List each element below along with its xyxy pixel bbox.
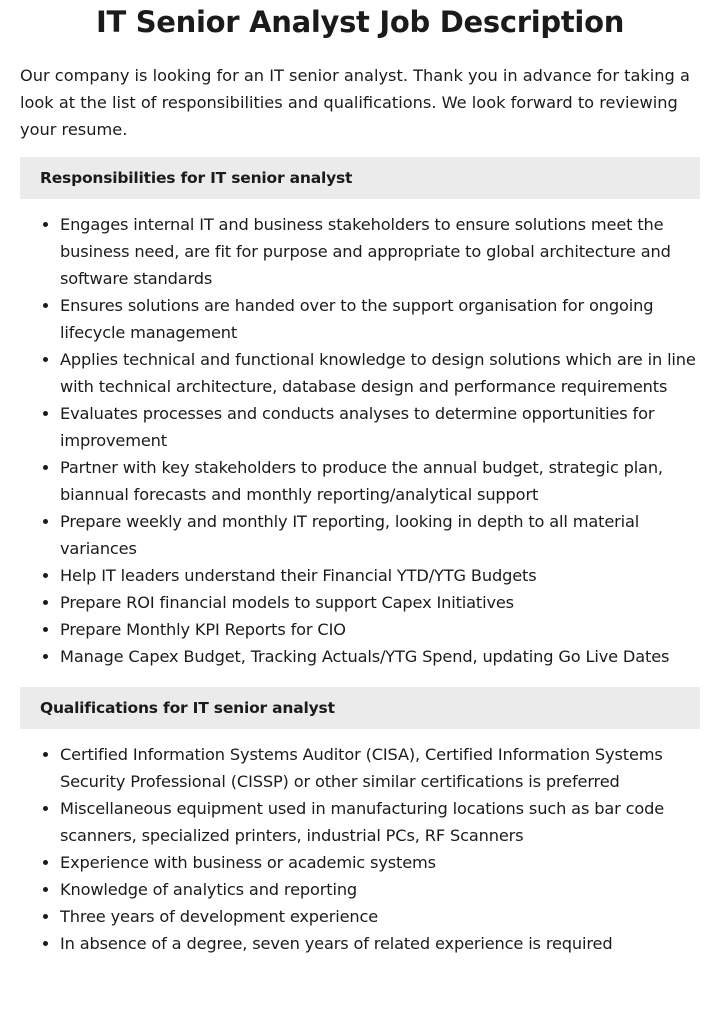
qualifications-header: Qualifications for IT senior analyst: [20, 687, 700, 729]
list-item: • Three years of development experience: [60, 903, 700, 930]
responsibilities-list: [20, 211, 700, 670]
list-item: • Prepare Monthly KPI Reports for CIO: [60, 616, 700, 643]
qualifications-list: [20, 741, 700, 957]
page-title: IT Senior Analyst Job Description: [95, 5, 625, 39]
list-item: • Engages internal IT and business stakeholders to ensure solutions meet the business need, are fit for purpose and appropriate to global architecture and software standards: [60, 211, 700, 292]
list-item: • Certified Information Systems Auditor (CISA), Certified Information Systems Security Professional (CISSP) or other similar certifications is preferred: [60, 741, 700, 795]
list-item: • Partner with key stakeholders to produce the annual budget, strategic plan, biannual forecasts and monthly reporting/analytical support: [60, 454, 700, 508]
list-item: • Prepare ROI financial models to support Capex Initiatives: [60, 589, 700, 616]
list-item: • Evaluates processes and conducts analyses to determine opportunities for improvement: [60, 400, 700, 454]
list-item: • Prepare weekly and monthly IT reporting, looking in depth to all material variances: [60, 508, 700, 562]
list-item: • Manage Capex Budget, Tracking Actuals/YTG Spend, updating Go Live Dates: [60, 643, 700, 670]
list-item: • Help IT leaders understand their Financial YTD/YTG Budgets: [60, 562, 700, 589]
list-item: • Ensures solutions are handed over to the support organisation for ongoing lifecycle management: [60, 292, 700, 346]
intro-paragraph: Our company is looking for an IT senior analyst. Thank you in advance for taking a look at the list of responsibilities and qualifications. We look forward to reviewing your resume.: [20, 66, 690, 139]
responsibilities-header: Responsibilities for IT senior analyst: [20, 157, 700, 199]
list-item: • Miscellaneous equipment used in manufacturing locations such as bar code scanners, specialized printers, industrial PCs, RF Scanners: [60, 795, 700, 849]
list-item: • Experience with business or academic systems: [60, 849, 700, 876]
list-item: • In absence of a degree, seven years of related experience is required: [60, 930, 700, 957]
list-item: • Knowledge of analytics and reporting: [60, 876, 700, 903]
list-item: • Applies technical and functional knowledge to design solutions which are in line with technical architecture, database design and performance requirements: [60, 346, 700, 400]
